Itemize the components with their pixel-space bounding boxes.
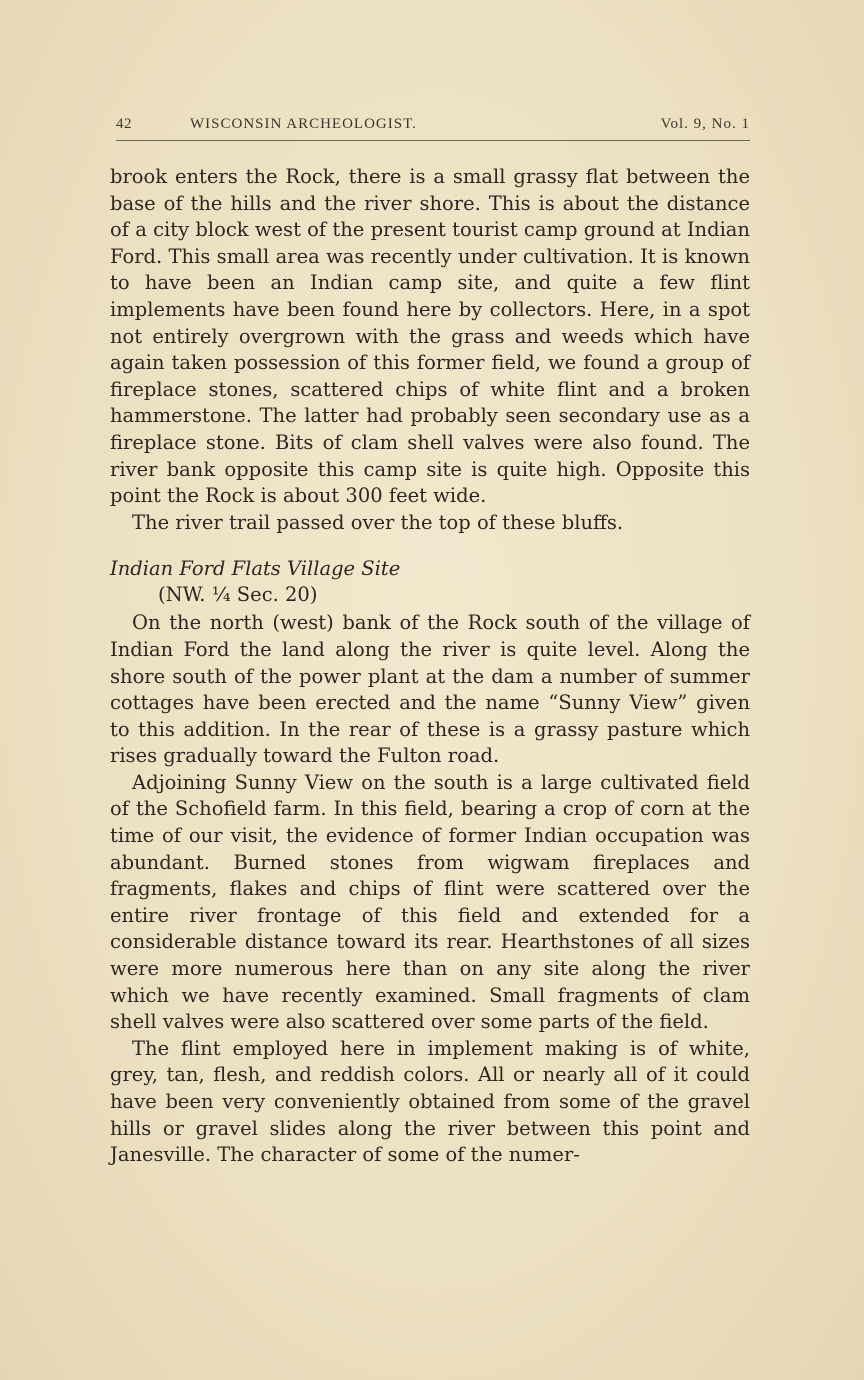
paragraph-3: On the north (west) bank of the Rock south of the village of Indian Ford the land along the river is quite level. Along the shore south of the power plant at the dam a number of summer cottages have been erected and the name “Sunny View” given to this addition. In the rear of these is a grassy pasture which rises gradually toward the Fulton road. bbox=[110, 611, 750, 768]
section-title: Indian Ford Flats Village Site bbox=[110, 557, 401, 581]
page-number: 42 bbox=[116, 116, 132, 132]
volume-issue: Vol. 9, No. 1 bbox=[660, 116, 750, 132]
section-location: (NW. ¼ Sec. 20) bbox=[158, 583, 318, 607]
paragraph-5: The flint employed here in implement making is of white, grey, tan, flesh, and reddish colors. All or nearly all of it could have been very conveniently obtained from some of the gravel hills or gravel slides along the river between this point and Janesville. The character of some of the numer- bbox=[110, 1036, 750, 1167]
running-header bbox=[116, 116, 750, 141]
body-text bbox=[110, 164, 750, 1169]
journal-title: WISCONSIN ARCHEOLOGIST. bbox=[190, 116, 417, 132]
paragraph-2: The river trail passed over the top of these bluffs. bbox=[132, 510, 624, 534]
paragraph-4: Adjoining Sunny View on the south is a large cultivated field of the Schofield farm. In this field, bearing a crop of corn at the time of our visit, the evidence of former Indian occupation was abundant. Burned stones from wigwam fireplaces and fragments, flakes and chips of flint were scattered over the entire river frontage of this field and extended for a considerable distance toward its rear. Hearthstones of all sizes were more numerous here than on any site along the river which we have recently examined. Small fragments of clam shell valves were also scattered over some parts of the field. bbox=[110, 770, 750, 1034]
paragraph-1: brook enters the Rock, there is a small grassy flat between the base of the hills and the river shore. This is about the distance of a city block west of the present tourist camp ground at Indian Ford. This small area was recently under cultivation. It is known to have been an Indian camp site, and quite a few flint implements have been found here by collectors. Here, in a spot not entirely overgrown with the grass and weeds which have again taken possession of this former field, we found a group of fireplace stones, scattered chips of white flint and a broken hammerstone. The latter had probably seen secondary use as a fireplace stone. Bits of clam shell valves were also found. The river bank opposite this camp site is quite high. Opposite this point the Rock is about 300 feet wide. bbox=[110, 165, 750, 508]
